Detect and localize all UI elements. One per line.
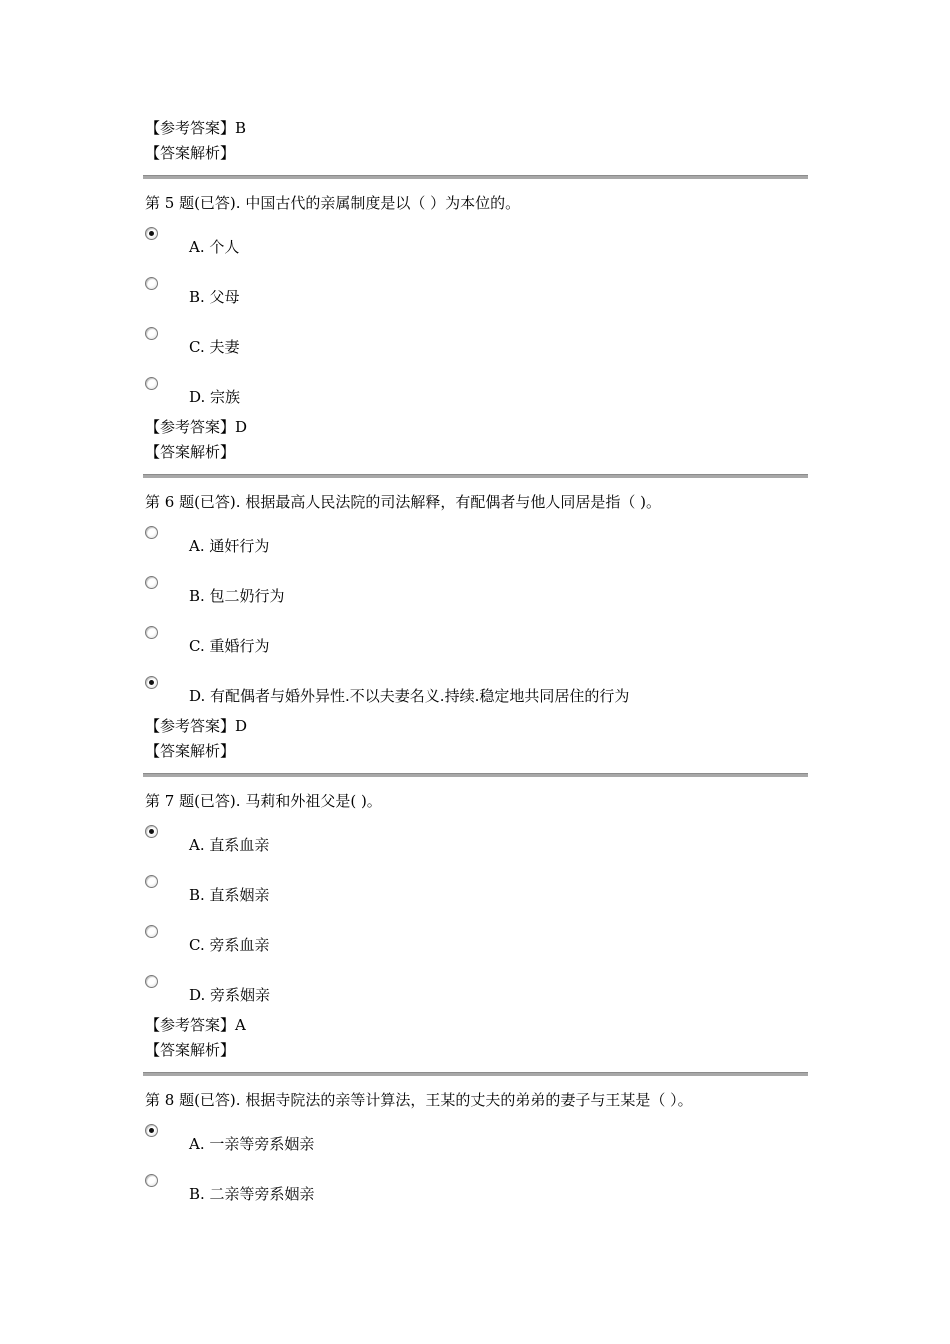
option-label: B. 父母 [189, 288, 240, 306]
question-title: 第 5 题(已答). 中国古代的亲属制度是以（ ）为本位的。 [145, 194, 521, 212]
reference-answer: 【参考答案】B [145, 119, 247, 137]
option-label: D. 宗族 [189, 388, 241, 406]
radio-option-c[interactable] [145, 327, 158, 340]
radio-option-a[interactable] [145, 1124, 158, 1137]
question-title: 第 6 题(已答). 根据最高人民法院的司法解释，有配偶者与他人同居是指（ )。 [145, 493, 661, 511]
answer-analysis: 【答案解析】 [145, 1041, 236, 1059]
radio-option-b[interactable] [145, 576, 158, 589]
separator [143, 1072, 808, 1076]
radio-option-d[interactable] [145, 975, 158, 988]
separator [143, 474, 808, 478]
option-label: C. 夫妻 [189, 338, 240, 356]
radio-option-d[interactable] [145, 676, 158, 689]
option-label: C. 旁系血亲 [189, 936, 270, 954]
radio-option-b[interactable] [145, 875, 158, 888]
answer-analysis: 【答案解析】 [145, 443, 236, 461]
option-label: B. 二亲等旁系姻亲 [189, 1185, 315, 1203]
option-label: A. 直系血亲 [189, 836, 270, 854]
option-label: A. 一亲等旁系姻亲 [189, 1135, 315, 1153]
reference-answer: 【参考答案】A [145, 1016, 246, 1034]
radio-option-a[interactable] [145, 526, 158, 539]
question-title: 第 7 题(已答). 马莉和外祖父是( )。 [145, 792, 382, 810]
separator [143, 175, 808, 179]
question-title: 第 8 题(已答). 根据寺院法的亲等计算法，王某的丈夫的弟弟的妻子与王某是（ ）。 [145, 1091, 693, 1109]
radio-option-b[interactable] [145, 1174, 158, 1187]
radio-option-c[interactable] [145, 925, 158, 938]
radio-option-b[interactable] [145, 277, 158, 290]
separator [143, 773, 808, 777]
option-label: D. 旁系姻亲 [189, 986, 271, 1004]
radio-option-a[interactable] [145, 825, 158, 838]
option-label: B. 包二奶行为 [189, 587, 285, 605]
radio-option-a[interactable] [145, 227, 158, 240]
option-label: B. 直系姻亲 [189, 886, 270, 904]
radio-option-c[interactable] [145, 626, 158, 639]
radio-option-d[interactable] [145, 377, 158, 390]
option-label: A. 通奸行为 [189, 537, 270, 555]
option-label: A. 个人 [189, 238, 240, 256]
reference-answer: 【参考答案】D [145, 418, 248, 436]
answer-analysis: 【答案解析】 [145, 742, 236, 760]
option-label: D. 有配偶者与婚外异性.不以夫妻名义.持续.稳定地共同居住的行为 [189, 687, 630, 705]
answer-analysis: 【答案解析】 [145, 144, 236, 162]
reference-answer: 【参考答案】D [145, 717, 248, 735]
option-label: C. 重婚行为 [189, 637, 270, 655]
